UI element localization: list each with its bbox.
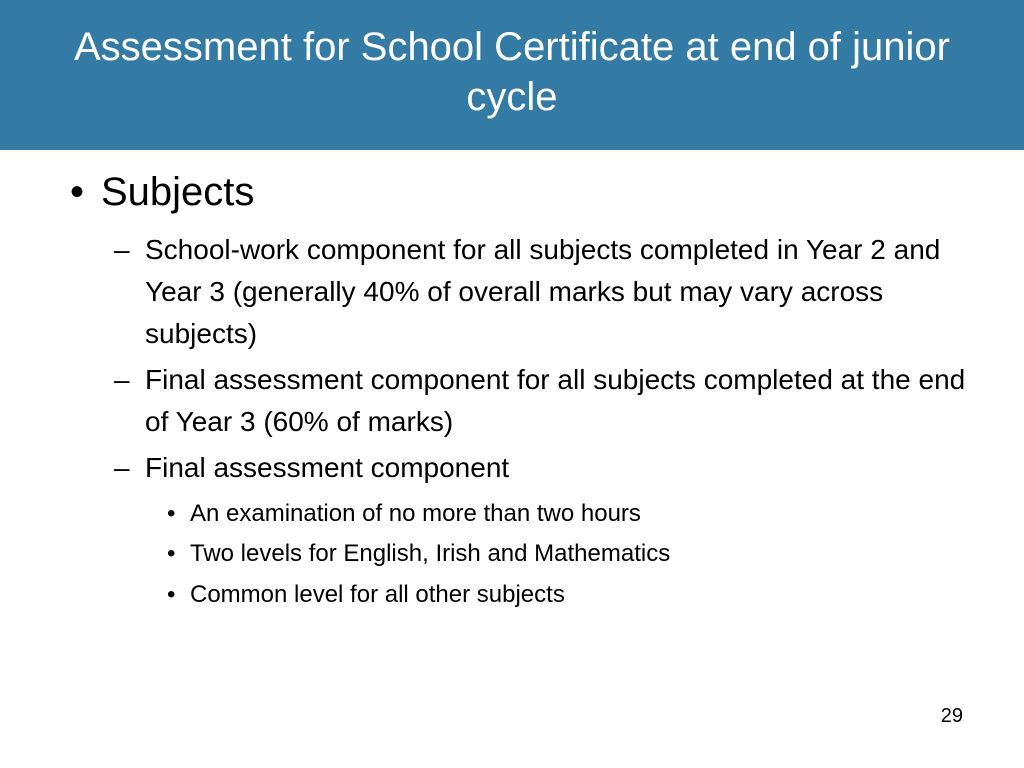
sub-sub-bullet-text: An examination of no more than two hours xyxy=(190,500,641,527)
bullet-marker: • xyxy=(167,500,176,527)
bullet-marker: • xyxy=(167,540,176,567)
bullet-marker: • xyxy=(70,170,85,214)
dash-marker: – xyxy=(114,234,130,265)
slide-title: Assessment for School Certificate at end of junior cycle xyxy=(74,25,950,119)
bullet-text: Subjects xyxy=(101,170,255,214)
sub-bullet-text: Final assessment component xyxy=(145,452,510,483)
dash-marker: – xyxy=(114,452,130,483)
page-number: 29 xyxy=(940,705,963,727)
sub-sub-bullet-text: Two levels for English, Irish and Mathematics xyxy=(190,540,671,567)
bullet-marker: • xyxy=(167,581,176,608)
title-bar xyxy=(0,0,1024,150)
sub-bullet-text: School-work component for all subjects completed in Year 2 and Year 3 (generally 40% of overall marks but may vary across subjects) xyxy=(145,234,941,349)
sub-bullet-text: Final assessment component for all subjects completed at the end of Year 3 (60% of marks) xyxy=(145,364,966,437)
dash-marker: – xyxy=(114,364,130,395)
sub-sub-bullet-text: Common level for all other subjects xyxy=(190,581,565,608)
